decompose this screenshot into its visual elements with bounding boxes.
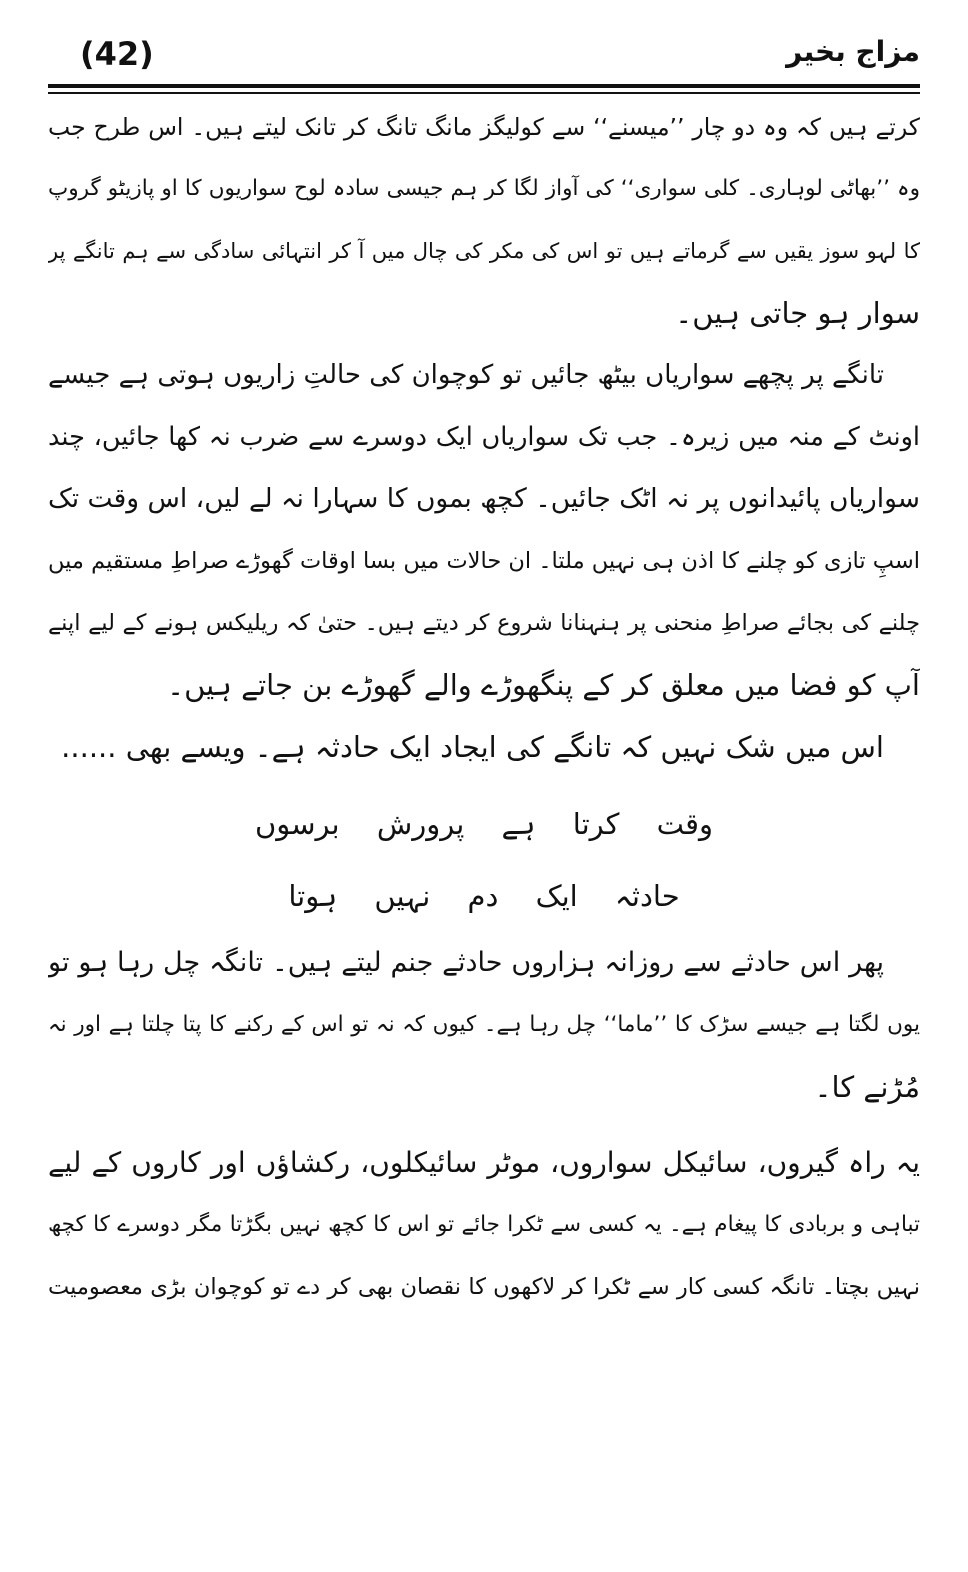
text-line: اونٹ کے منہ میں زیرہ۔ جب تک سواریاں ایک دوسرے سے ضرب نہ کھا جائیں، چند [48,422,920,452]
text-line: کرتے ہیں کہ وہ دو چار ’’میسنے‘‘ سے کولیگز مانگ تانگ کر تانک لیتے ہیں۔ اس طرح جب [48,113,920,141]
paragraph [48,932,920,1118]
page-header [48,30,920,80]
text-line: تباہی و بربادی کا پیغام ہے۔ یہ کسی سے ٹکرا جائے تو اس کا کچھ نہیں بگڑتا مگر دوسرے کا کچھ [48,1212,920,1237]
verse-line: حادثہ ایک دم نہیں ہوتا [288,879,680,913]
paragraph [48,1132,920,1318]
page-number: (42) [80,35,154,73]
text-line: کا لہو سوز یقیں سے گرماتے ہیں تو اس کی مکر کی چال میں آ کر انتہائی سادگی سے ہم تانگے پر [48,239,920,263]
text-line: نہیں بچتا۔ تانگہ کسی کار سے ٹکرا کر لاکھوں کا نقصان بھی کر دے تو کوچوان بڑی معصومیت [48,1274,920,1300]
verse-couplet [48,788,920,932]
header-rule-thin [48,92,920,94]
paragraph [48,344,920,716]
paragraph-gap [48,1118,920,1132]
verse-line: وقت کرتا ہے پرورش برسوں [254,807,714,841]
text-line: پھر اس حادثے سے روزانہ ہزاروں حادثے جنم لیتے ہیں۔ تانگہ چل رہا ہو تو [48,947,884,978]
text-line: مُڑنے کا۔ [814,1070,920,1104]
text-line: سواریاں پائیدانوں پر نہ اٹک جائیں۔ کچھ بموں کا سہارا نہ لے لیں، اس وقت تک [48,483,920,514]
text-line: چلنے کی بجائے صراطِ منحنی پر ہنہنانا شروع کر دیتے ہیں۔ حتیٰ کہ ریلیکس ہونے کے لیے اپنے [48,610,920,636]
header-rule-thick [48,84,920,88]
paragraph [48,716,920,778]
text-line: یوں لگتا ہے جیسے سڑک کا ’’ماما‘‘ چل رہا ہے۔ کیوں کہ نہ تو اس کے رکنے کا پتا چلتا ہے اور نہ [48,1012,920,1037]
page-body [48,96,920,1318]
text-line: یہ راہ گیروں، سائیکل سواروں، موٹر سائیکلوں، رکشاؤں اور کاروں کے لیے [48,1146,920,1179]
text-line: آپ کو فضا میں معلق کر کے پنگھوڑے والے گھوڑے بن جاتے ہیں۔ [167,668,920,702]
text-line: وہ ’’بھاٹی لوہاری۔ کلی سواری‘‘ کی آواز لگا کر ہم جیسی سادہ لوح سواریوں کا او پازیٹو گروپ [48,176,920,201]
text-line: اس میں شک نہیں کہ تانگے کی ایجاد ایک حادثہ ہے۔ ویسے بھی ...... [61,730,884,764]
paragraph [48,96,920,344]
book-title: مزاج بخیر [786,35,920,68]
text-line: اسپِ تازی کو چلنے کا اذن ہی نہیں ملتا۔ ان حالات میں بسا اوقات گھوڑے صراطِ مستقیم میں [48,548,920,574]
text-line: تانگے پر پچھے سواریاں بیٹھ جائیں تو کوچوان کی حالتِ زاریوں ہوتی ہے جیسے [48,360,884,390]
text-line: سوار ہو جاتی ہیں۔ [675,296,920,330]
